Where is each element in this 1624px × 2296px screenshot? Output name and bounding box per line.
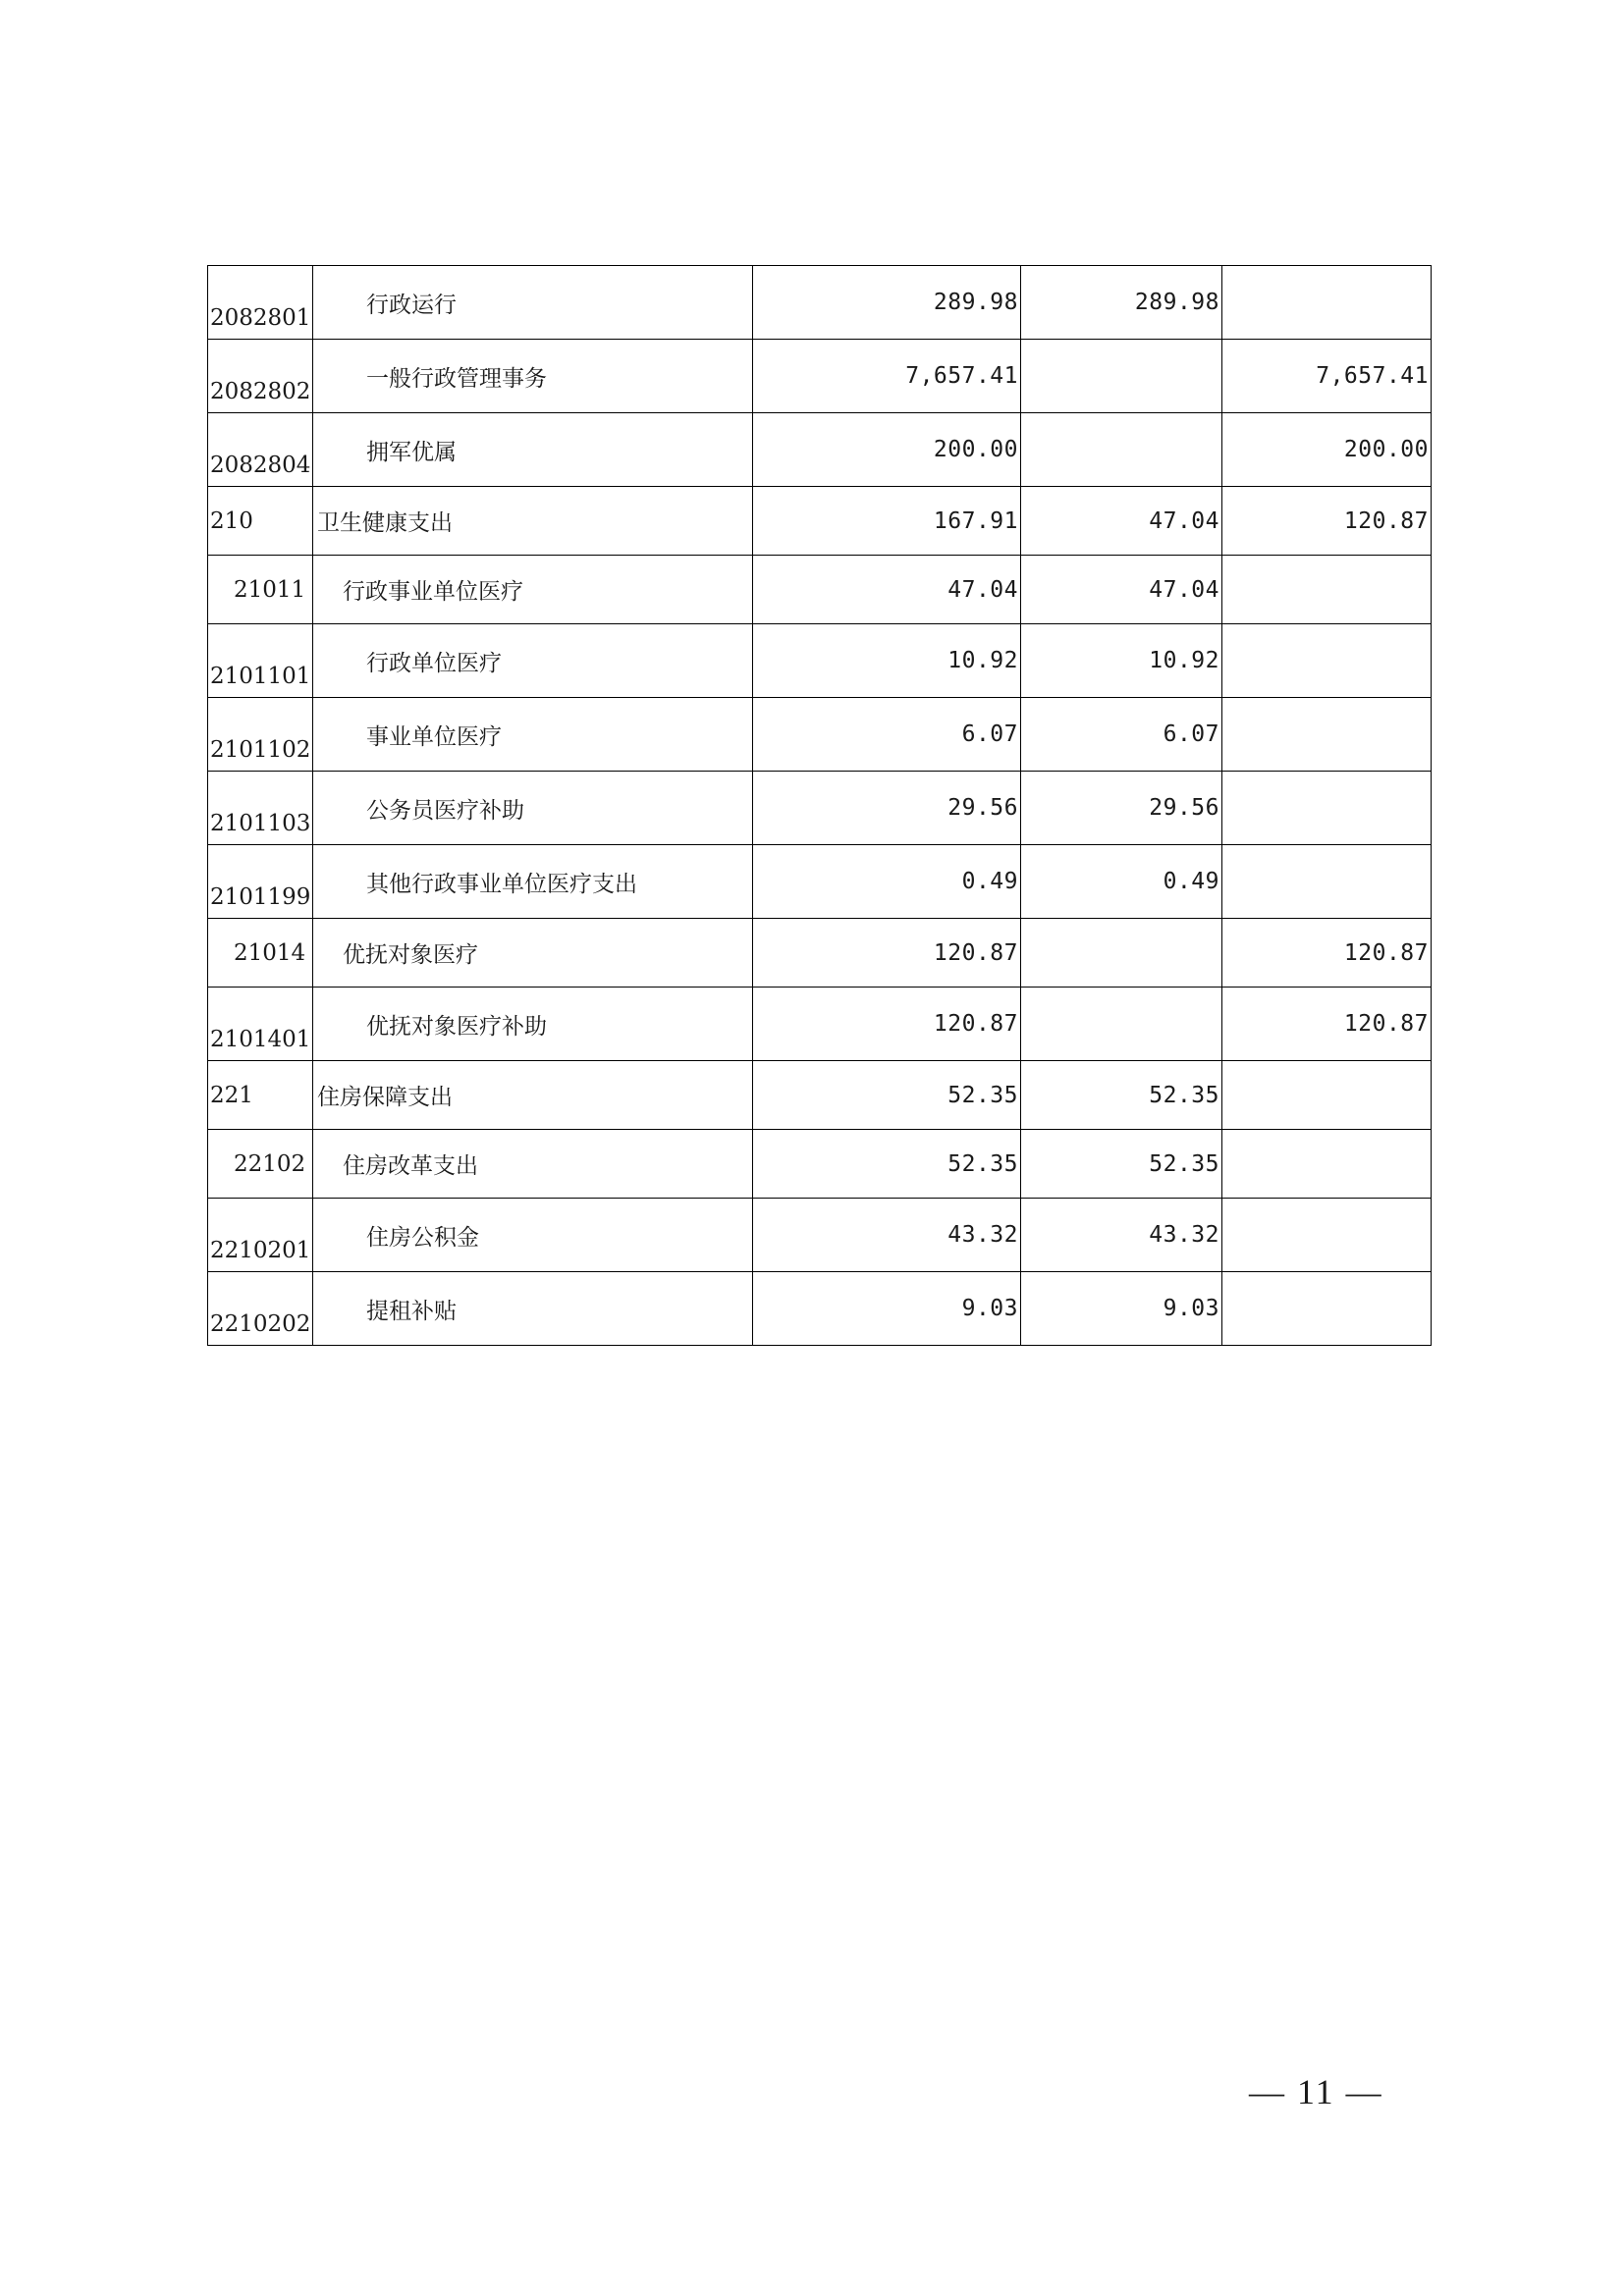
total-amount: 167.91 <box>753 487 1021 556</box>
item-name: 行政单位医疗 <box>313 624 753 698</box>
project-expenditure <box>1222 266 1432 340</box>
basic-expenditure: 0.49 <box>1021 845 1222 919</box>
item-name: 卫生健康支出 <box>313 487 753 556</box>
project-expenditure <box>1222 1061 1432 1130</box>
project-expenditure <box>1222 1199 1432 1272</box>
item-name: 住房改革支出 <box>313 1130 753 1199</box>
item-code: 2101199 <box>208 845 313 919</box>
item-name: 其他行政事业单位医疗支出 <box>313 845 753 919</box>
total-amount: 52.35 <box>753 1130 1021 1199</box>
project-expenditure <box>1222 1130 1432 1199</box>
item-code: 21014 <box>208 919 313 988</box>
table-row <box>208 266 1432 340</box>
basic-expenditure: 47.04 <box>1021 556 1222 624</box>
item-code: 2101401 <box>208 988 313 1061</box>
item-name: 公务员医疗补助 <box>313 772 753 845</box>
item-name: 住房保障支出 <box>313 1061 753 1130</box>
item-code: 2101102 <box>208 698 313 772</box>
item-code: 221 <box>208 1061 313 1130</box>
project-expenditure <box>1222 1272 1432 1346</box>
item-code: 2210202 <box>208 1272 313 1346</box>
project-expenditure <box>1222 698 1432 772</box>
item-code: 2101103 <box>208 772 313 845</box>
basic-expenditure: 52.35 <box>1021 1061 1222 1130</box>
basic-expenditure <box>1021 919 1222 988</box>
basic-expenditure: 29.56 <box>1021 772 1222 845</box>
project-expenditure: 7,657.41 <box>1222 340 1432 413</box>
basic-expenditure: 9.03 <box>1021 1272 1222 1346</box>
total-amount: 0.49 <box>753 845 1021 919</box>
table-row <box>208 556 1432 624</box>
project-expenditure: 120.87 <box>1222 487 1432 556</box>
total-amount: 120.87 <box>753 919 1021 988</box>
project-expenditure: 120.87 <box>1222 988 1432 1061</box>
item-name: 住房公积金 <box>313 1199 753 1272</box>
table-row <box>208 624 1432 698</box>
project-expenditure <box>1222 624 1432 698</box>
table-row <box>208 340 1432 413</box>
item-code: 2210201 <box>208 1199 313 1272</box>
basic-expenditure <box>1021 413 1222 487</box>
total-amount: 52.35 <box>753 1061 1021 1130</box>
item-name: 行政事业单位医疗 <box>313 556 753 624</box>
table-row <box>208 487 1432 556</box>
total-amount: 7,657.41 <box>753 340 1021 413</box>
project-expenditure: 200.00 <box>1222 413 1432 487</box>
project-expenditure: 120.87 <box>1222 919 1432 988</box>
item-code: 2082802 <box>208 340 313 413</box>
project-expenditure <box>1222 556 1432 624</box>
table-row <box>208 919 1432 988</box>
total-amount: 9.03 <box>753 1272 1021 1346</box>
item-name: 优抚对象医疗补助 <box>313 988 753 1061</box>
total-amount: 120.87 <box>753 988 1021 1061</box>
item-code: 21011 <box>208 556 313 624</box>
basic-expenditure: 43.32 <box>1021 1199 1222 1272</box>
table-row <box>208 845 1432 919</box>
project-expenditure <box>1222 772 1432 845</box>
total-amount: 43.32 <box>753 1199 1021 1272</box>
table-row <box>208 413 1432 487</box>
basic-expenditure: 10.92 <box>1021 624 1222 698</box>
budget-expenditure-table <box>207 265 1432 1346</box>
table-row <box>208 1272 1432 1346</box>
total-amount: 289.98 <box>753 266 1021 340</box>
item-name: 拥军优属 <box>313 413 753 487</box>
table-row <box>208 1061 1432 1130</box>
total-amount: 6.07 <box>753 698 1021 772</box>
total-amount: 29.56 <box>753 772 1021 845</box>
item-code: 210 <box>208 487 313 556</box>
basic-expenditure: 52.35 <box>1021 1130 1222 1199</box>
total-amount: 200.00 <box>753 413 1021 487</box>
item-code: 2101101 <box>208 624 313 698</box>
item-name: 一般行政管理事务 <box>313 340 753 413</box>
table-row <box>208 698 1432 772</box>
total-amount: 47.04 <box>753 556 1021 624</box>
item-name: 事业单位医疗 <box>313 698 753 772</box>
basic-expenditure: 47.04 <box>1021 487 1222 556</box>
table-row <box>208 772 1432 845</box>
table-row <box>208 1130 1432 1199</box>
total-amount: 10.92 <box>753 624 1021 698</box>
basic-expenditure: 6.07 <box>1021 698 1222 772</box>
basic-expenditure <box>1021 340 1222 413</box>
project-expenditure <box>1222 845 1432 919</box>
item-name: 行政运行 <box>313 266 753 340</box>
item-code: 22102 <box>208 1130 313 1199</box>
table-row <box>208 1199 1432 1272</box>
table-row <box>208 988 1432 1061</box>
item-code: 2082804 <box>208 413 313 487</box>
item-name: 提租补贴 <box>313 1272 753 1346</box>
item-name: 优抚对象医疗 <box>313 919 753 988</box>
page-number: — 11 — <box>1249 2072 1383 2111</box>
item-code: 2082801 <box>208 266 313 340</box>
basic-expenditure: 289.98 <box>1021 266 1222 340</box>
basic-expenditure <box>1021 988 1222 1061</box>
